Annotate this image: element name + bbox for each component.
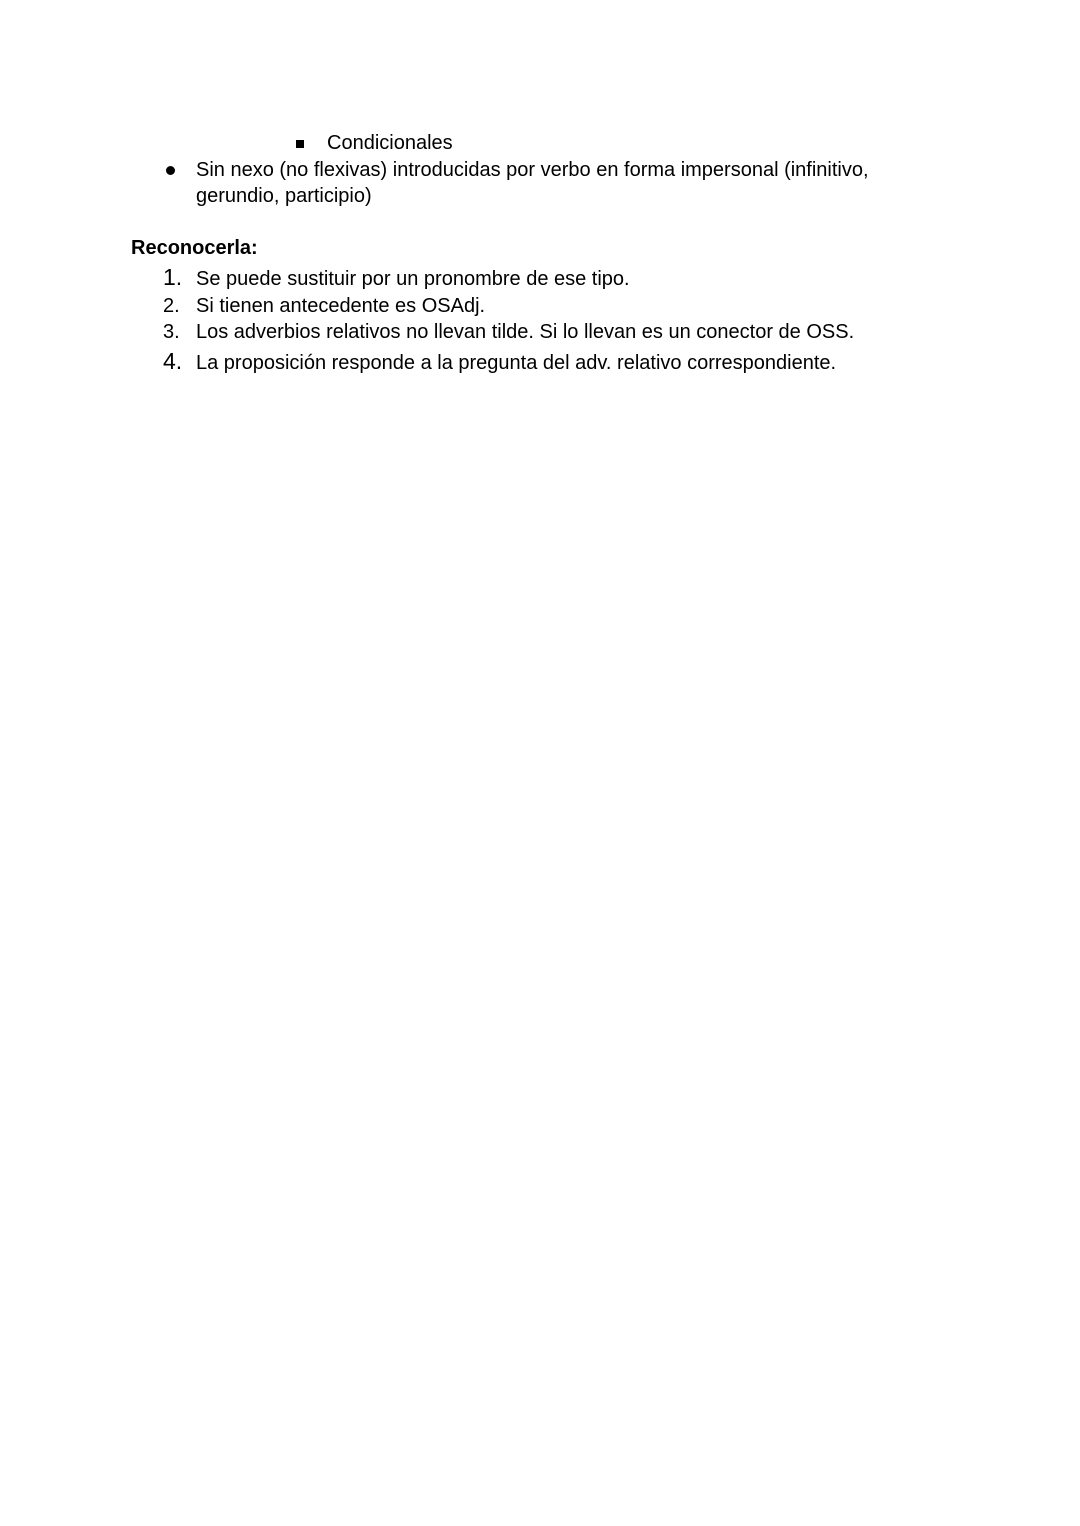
list-item-1: Se puede sustituir por un pronombre de ese tipo. (196, 268, 630, 290)
list-number-1: 1. (163, 264, 183, 290)
round-bullet-icon (166, 166, 175, 175)
list-number-3: 3. (163, 321, 180, 343)
list-number-2: 2. (163, 295, 180, 317)
list-item-3: Los adverbios relativos no llevan tilde. Si lo llevan es un conector de OSS. (196, 321, 855, 343)
bullet-item-line-1: Sin nexo (no flexivas) introducidas por verbo en forma impersonal (infinitivo, (196, 159, 869, 181)
bullet-item-line-2: gerundio, participio) (196, 185, 372, 207)
sublist-item-condicionales: Condicionales (327, 132, 453, 154)
list-item-4: La proposición responde a la pregunta del adv. relativo correspondiente. (196, 352, 837, 374)
section-heading: Reconocerla: (131, 237, 258, 259)
list-number-4: 4. (163, 348, 183, 374)
list-item-2: Si tienen antecedente es OSAdj. (196, 295, 486, 317)
square-bullet-icon (296, 140, 304, 148)
